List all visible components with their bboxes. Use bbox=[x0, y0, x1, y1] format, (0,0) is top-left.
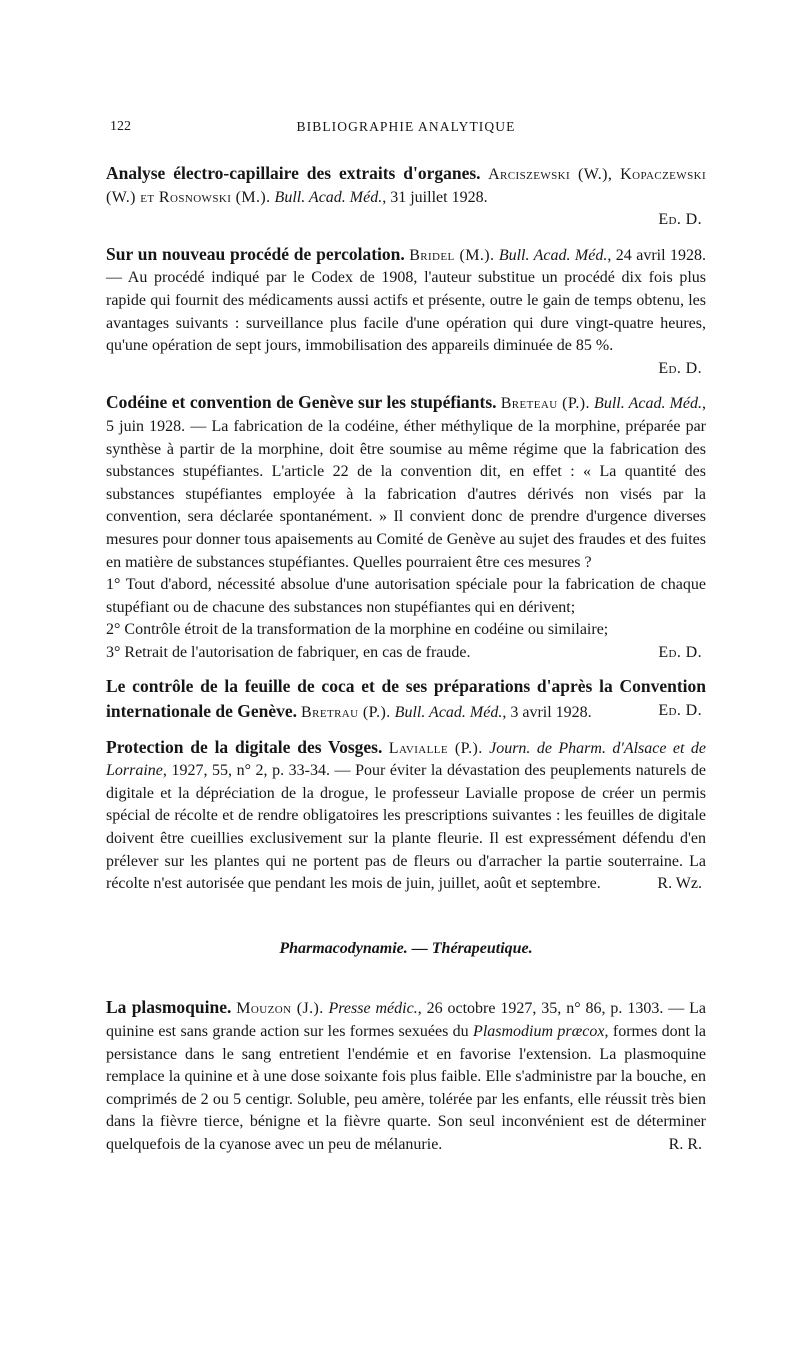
bibliography-entry bbox=[106, 675, 706, 724]
running-header bbox=[106, 116, 706, 138]
entry-abstract: — Pour éviter la dévastation des peuplements naturels de digitale et la dépréciation de la drogue, le professeur Lavialle propose de créer un permis spécial de récolte et de rendre obligatoires les prescriptions suivantes : les feuilles de digitale doivent être cueillies exclusivement sur la plante fleurie. Il est expressément défendu d'en prélever sur les plantes qui ne portent pas de fleurs ou d'arracher la partie souterraine. La récolte n'est autorisée que pendant les mois de juin, juillet, août et septembre. bbox=[106, 762, 706, 893]
entry-abstract: — La quinine est sans grande action sur les formes sexuées du bbox=[106, 1000, 706, 1040]
entry-signature: Ed. D. bbox=[658, 643, 702, 661]
entry-title: Analyse électro-capillaire des extraits d'organes. bbox=[106, 163, 481, 183]
entry-details: , 1927, 55, n° 2, p. 33-34. bbox=[162, 762, 330, 780]
entry-signature: Ed. D. bbox=[658, 359, 702, 377]
entry-abstract: , formes dont la persistance dans le sang entretient l'endémie et en favorise l'extension. La plasmoquine remplace la quinine et à une dose soixante fois plus faible. Elle s'administre par la bouche, en comprimés de 2 ou 5 centigr. Soluble, peu amère, tolérée par les enfants, elle réussit très bien dans la fièvre tierce, bénigne et la fièvre quarte. Son seul inconvénient est de déterminer quelquefois de la cyanose avec un peu de mélanurie. bbox=[106, 1023, 707, 1153]
entry-signature: R. R. bbox=[668, 1135, 702, 1153]
bibliography-entry bbox=[106, 736, 706, 896]
entry-source: Bull. Acad. Méd. bbox=[594, 395, 703, 413]
organism-name: Plasmodium præcox bbox=[473, 1023, 605, 1040]
entry-source: Journ. de Pharm. d'Alsace et de Lorraine bbox=[106, 739, 707, 780]
entry-signature: R. Wz. bbox=[657, 875, 702, 893]
entry-signature: Ed. D. bbox=[658, 702, 702, 720]
page-number: 122 bbox=[110, 119, 131, 134]
entry-authors: Bretrau (P.). bbox=[301, 704, 391, 722]
bibliography-entry bbox=[106, 391, 706, 664]
running-title: BIBLIOGRAPHIE ANALYTIQUE bbox=[296, 119, 516, 134]
section-heading: Pharmacodynamie. — Thérapeutique. bbox=[279, 939, 533, 957]
entry-details: , 31 juillet 1928. bbox=[382, 188, 488, 206]
bibliography-entry bbox=[106, 243, 706, 381]
list-item: 1° Tout d'abord, nécessité absolue d'une autorisation spéciale pour la fabrication de chaque stupéfiant ou de chacune des substances non stupéfiantes qui en dérivent; bbox=[106, 576, 706, 616]
entry-authors: Bridel (M.). bbox=[409, 246, 495, 264]
entry-details: , 3 avril 1928. bbox=[502, 704, 592, 722]
entry-abstract: — La fabrication de la codéine, éther méthylique de la morphine, préparée par synthèse à partir de la morphine, doit être soumise au même régime que la fabrication des substances stupéfiantes. L'article 22 de la convention dit, en effet : « La quantité des substances stupéfiantes employée à la fabrication d'autres dérivés non visés par la convention, sera déclarée spontanément. » Il convient donc de prendre d'urgence diverses mesures pour donner tous apaisements au Comité de Genève au sujet des fraudes et des fuites en matière de substances stupéfiantes. Quelles pourraient être ces mesures ? bbox=[106, 417, 706, 571]
list-item: 2° Contrôle étroit de la transformation de la morphine en codéine ou similaire; bbox=[106, 621, 609, 639]
entry-abstract: — Au procédé indiqué par le Codex de 1908, l'auteur substitue un procédé dix fois plus rapide qui fournit des médicaments aussi actifs et présente, outre le gain de temps obtenu, les avantages suivants : surveillance plus facile d'une opération qui dure vingt-quatre heures, qu'une opération de sept jours, immobilisation des appareils diminuée de 85 %. bbox=[106, 269, 706, 355]
list-item: 3° Retrait de l'autorisation de fabriquer, en cas de fraude. bbox=[106, 643, 471, 661]
bibliography-entry bbox=[106, 162, 706, 232]
entry-authors: Breteau (P.). bbox=[500, 395, 590, 413]
bibliography-entry bbox=[106, 996, 706, 1156]
entry-signature: Ed. D. bbox=[658, 211, 702, 229]
entry-title: Codéine et convention de Genève sur les stupéfiants. bbox=[106, 392, 497, 413]
entry-details: , 5 juin 1928. bbox=[106, 395, 707, 435]
entry-authors: Lavialle (P.). bbox=[388, 739, 483, 757]
entry-authors: Mouzon (J.). bbox=[236, 1000, 324, 1018]
entry-source: Presse médic. bbox=[328, 1000, 418, 1018]
entry-title: Sur un nouveau procédé de percolation. bbox=[106, 243, 405, 264]
entry-details: , 24 avril 1928. bbox=[607, 246, 707, 264]
entry-source: Bull. Acad. Méd. bbox=[274, 188, 383, 206]
entry-title: Le contrôle de la feuille de coca et de ses préparations d'après la Convention internationale de Genève. bbox=[106, 676, 706, 722]
entry-details: , 26 octobre 1927, 35, n° 86, p. 1303. bbox=[417, 1000, 664, 1018]
entry-source: Bull. Acad. Méd. bbox=[498, 246, 608, 264]
entry-source: Bull. Acad. Méd. bbox=[394, 704, 503, 722]
entry-authors: Arciszewski (W.), Kopaczewski (W.) et Rosnowski (M.). bbox=[106, 166, 707, 206]
entry-title: La plasmoquine. bbox=[106, 997, 232, 1018]
entry-title: Protection de la digitale des Vosges. bbox=[106, 736, 383, 757]
